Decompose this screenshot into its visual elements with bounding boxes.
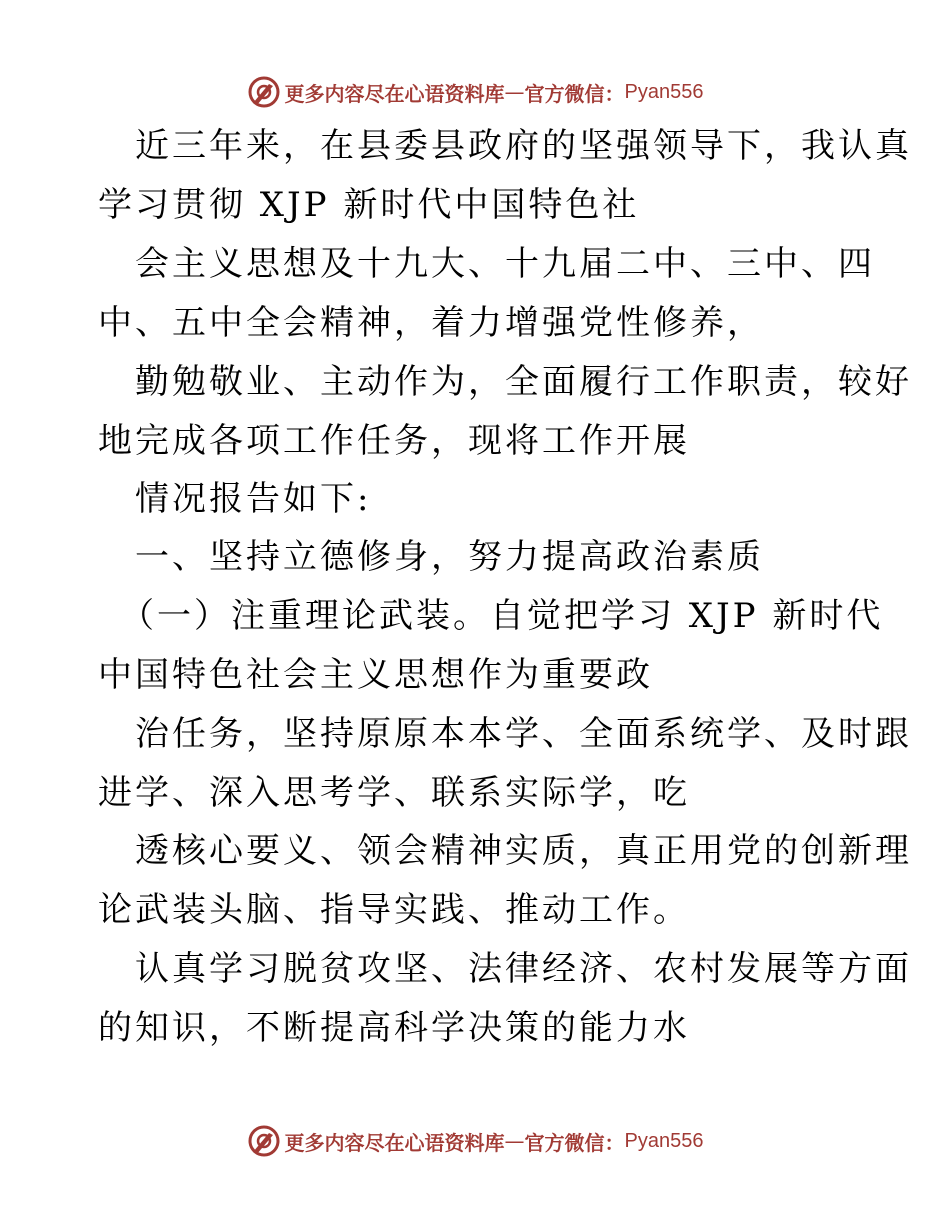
banner-wechat-id: Pyan556	[624, 80, 704, 103]
paragraph-line: 中、五中全会精神，着力增强党性修养，	[98, 303, 764, 343]
paragraph-line: 论武装头脑、指导实践、推动工作。	[98, 890, 690, 930]
banner-text: 更多内容尽在心语资料库	[284, 1130, 505, 1155]
banner-label: 官方微信：	[524, 81, 625, 106]
section-heading: 一、坚持立德修身，努力提高政治素质	[135, 537, 764, 577]
paragraph-line: 近三年来，在县委县政府的坚强领导下，我认真	[135, 126, 912, 166]
paragraph-line: 认真学习脱贫攻坚、法律经济、农村发展等方面	[135, 949, 912, 989]
banner-separator: —	[504, 80, 525, 104]
paragraph-line: 情况报告如下:	[135, 479, 372, 519]
paragraph-line: 会主义思想及十九大、十九届二中、三中、四	[135, 244, 875, 284]
paragraph-line: 治任务，坚持原原本本学、全面系统学、及时跟	[135, 714, 912, 754]
paragraph-line: 勤勉敬业、主动作为，全面履行工作职责，较好	[135, 362, 912, 402]
paragraph-line: 透核心要义、领会精神实质，真正用党的创新理	[135, 831, 912, 871]
banner-text: 更多内容尽在心语资料库	[284, 81, 505, 106]
paragraph-line: 地完成各项工作任务，现将工作开展	[98, 421, 690, 461]
brush-circle-logo-icon	[247, 1124, 281, 1158]
paragraph-line: 进学、深入思考学、联系实际学，吃	[98, 773, 690, 813]
paragraph-line: （一）注重理论武装。自觉把学习 XJP 新时代	[120, 596, 884, 636]
banner-separator: —	[504, 1129, 525, 1153]
banner-wechat-id: Pyan556	[624, 1129, 704, 1152]
paragraph-line: 的知识，不断提高科学决策的能力水	[98, 1008, 690, 1048]
footer-watermark-banner	[0, 1121, 950, 1161]
banner-label: 官方微信：	[524, 1130, 625, 1155]
paragraph-line: 学习贯彻 XJP 新时代中国特色社	[98, 185, 640, 225]
paragraph-line: 中国特色社会主义思想作为重要政	[98, 655, 653, 695]
